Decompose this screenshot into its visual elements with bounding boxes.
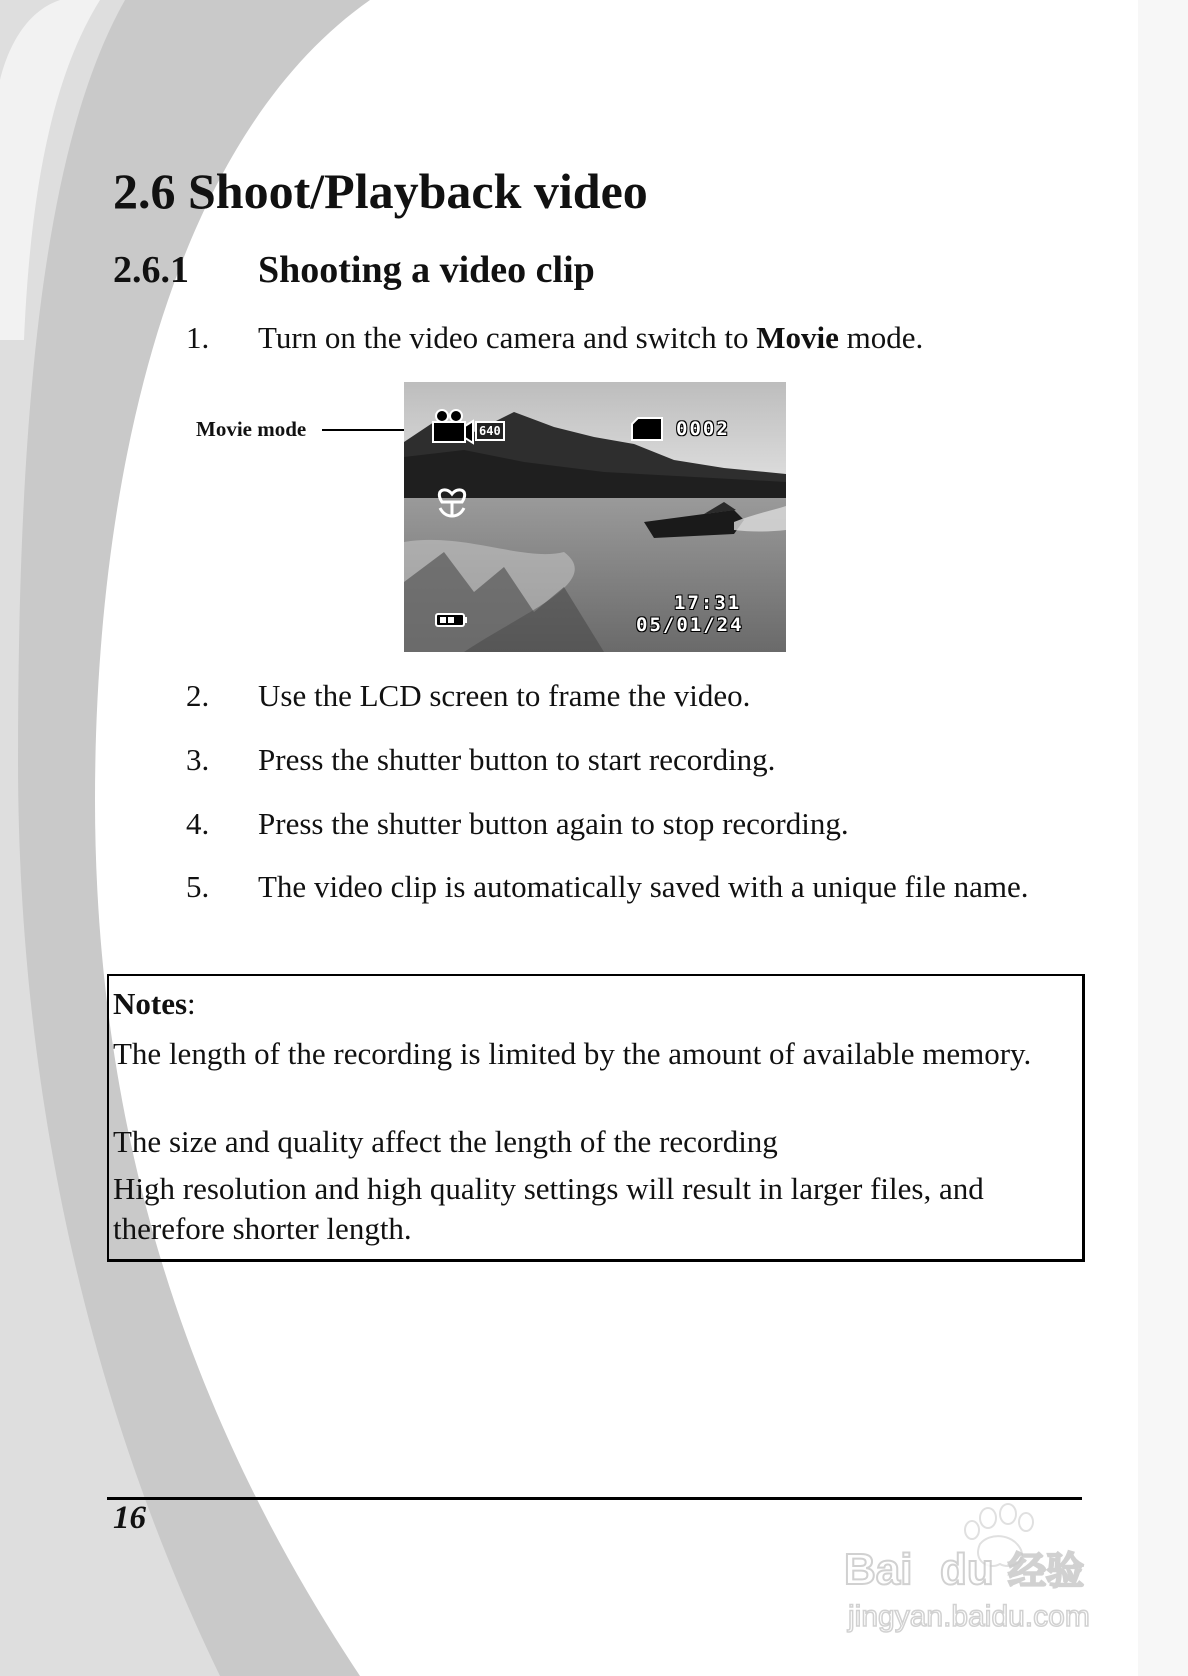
step-number: 2. — [186, 678, 210, 713]
step-text: Press the shutter button again to stop recording. — [258, 806, 849, 841]
camera-lcd-screenshot — [404, 382, 786, 652]
macro-flower-icon — [439, 490, 464, 516]
date-display: 05/01/24 — [636, 614, 744, 636]
resolution-badge: 640 — [475, 421, 505, 441]
svg-text:Bai: Bai — [844, 1545, 913, 1594]
page-number: 16 — [113, 1500, 146, 1536]
note-item: High resolution and high quality settings will result in larger files, and therefore shorter length. — [113, 1171, 984, 1246]
svg-text:du: du — [940, 1545, 994, 1594]
step-number: 5. — [186, 869, 210, 904]
svg-text:经验: 经验 — [1008, 1549, 1085, 1593]
notes-title: Notes: — [113, 986, 196, 1021]
subsection-title: Shooting a video clip — [258, 249, 595, 291]
step-text: Press the shutter button to start recording. — [258, 742, 776, 777]
figure-callout-label: Movie mode — [196, 417, 307, 441]
note-item: The size and quality affect the length of the recording — [113, 1124, 778, 1159]
step-text: Use the LCD screen to frame the video. — [258, 678, 751, 713]
svg-text:jingyan.baidu.com: jingyan.baidu.com — [848, 1600, 1090, 1633]
subsection-number: 2.6.1 — [113, 249, 189, 291]
memory-card-icon — [632, 418, 662, 440]
battery-icon — [436, 614, 467, 626]
shot-counter: 0002 — [676, 418, 730, 440]
step-number: 3. — [186, 742, 210, 777]
baidu-jingyan-watermark — [840, 1500, 1120, 1640]
section-heading: 2.6 Shoot/Playback video — [113, 163, 648, 219]
time-display: 17:31 — [674, 592, 742, 614]
note-item: The length of the recording is limited by the amount of available memory. — [113, 1036, 1032, 1071]
step-number: 4. — [186, 806, 210, 841]
step-number: 1. — [186, 320, 210, 355]
step-text: Turn on the video camera and switch to Movie mode. — [258, 320, 924, 355]
movie-mode-icon — [433, 410, 473, 443]
step-text: The video clip is automatically saved with a unique file name. — [258, 869, 1029, 904]
movie-mode-term: Movie — [756, 320, 839, 355]
